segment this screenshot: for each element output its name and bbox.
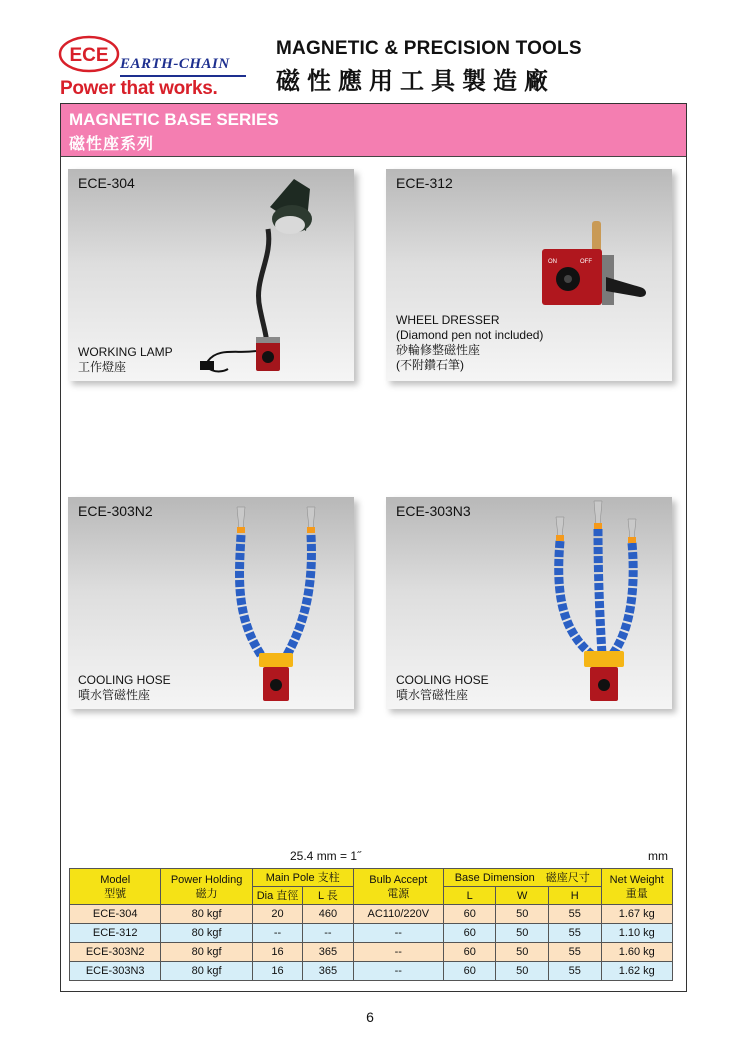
brand-underline [120,75,246,77]
header-bulb-en: Bulb Accept [369,873,428,886]
cell-length: 365 [303,962,353,981]
product-desc-zh: 砂輪修整磁性座 [396,343,481,357]
unit-label: mm [648,849,668,863]
cell-h: 55 [549,943,602,962]
cell-model: ECE-312 [70,924,161,943]
cell-bulb: -- [353,962,443,981]
cell-dia: 20 [252,905,302,924]
product-desc-zh: 工作燈座 [78,360,127,374]
header-w: W [496,887,549,905]
wheel-dresser-image [536,221,656,311]
cell-weight: 1.62 kg [601,962,672,981]
cell-l: 60 [443,962,496,981]
product-model: ECE-303N3 [396,503,471,519]
section-title-en: MAGNETIC BASE SERIES [69,110,279,129]
product-desc-en: COOLING HOSE [396,673,489,687]
product-description [396,673,489,703]
company-logo [58,32,258,102]
product-card-ece-304 [68,169,354,381]
header-power-en: Power Holding [170,873,243,886]
cell-length: 460 [303,905,353,924]
page-number: 6 [366,1009,374,1025]
spec-table [69,868,673,981]
product-desc-zh: 噴水管磁性座 [78,688,151,702]
cell-weight: 1.10 kg [601,924,672,943]
logo-letters: ECE [69,45,109,66]
product-model: ECE-304 [78,175,135,191]
header-main-pole: Main Pole 支柱 [252,869,353,887]
switch-off-label: OFF [580,259,592,265]
brand-tagline: Power that works. [60,78,218,99]
table-row [70,962,673,981]
table-row [70,924,673,943]
section-title-zh: 磁性座系列 [69,136,155,153]
header-weight [601,869,672,905]
table-row [70,905,673,924]
product-desc-en: WORKING LAMP [78,345,173,359]
table-row [70,943,673,962]
header-length: L 長 [303,887,353,905]
cell-w: 50 [496,924,549,943]
cell-power: 80 kgf [161,943,252,962]
ece-logo-icon [58,34,122,74]
header-h: H [549,887,602,905]
cell-power: 80 kgf [161,924,252,943]
cell-length: 365 [303,943,353,962]
header-bulb-zh: 電源 [387,887,410,900]
cell-power: 80 kgf [161,962,252,981]
cell-weight: 1.60 kg [601,943,672,962]
header-weight-en: Net Weight [609,873,664,886]
product-model: ECE-312 [396,175,453,191]
cooling-hose-2-image [223,505,333,705]
cell-model: ECE-303N2 [70,943,161,962]
cell-l: 60 [443,905,496,924]
cell-w: 50 [496,905,549,924]
product-card-ece-312 [386,169,672,381]
product-desc-en: WHEEL DRESSER [396,313,500,327]
cell-dia: -- [252,924,302,943]
header-l: L [443,887,496,905]
cell-model: ECE-303N3 [70,962,161,981]
brand-name: EARTH-CHAIN [120,56,230,72]
product-card-ece-303n2 [68,497,354,709]
cell-w: 50 [496,943,549,962]
product-desc-note: (Diamond pen not included) [396,328,544,342]
cell-dia: 16 [252,943,302,962]
spec-table-body [70,905,673,981]
cell-h: 55 [549,905,602,924]
product-card-ece-303n3 [386,497,672,709]
cell-bulb: AC110/220V [353,905,443,924]
product-description [78,345,173,375]
header-base-dimension: Base Dimension 磁座尺寸 [443,869,601,887]
unit-conversion-note: 25.4 mm = 1˝ [290,849,362,863]
header-dia: Dia 直徑 [252,887,302,905]
cell-h: 55 [549,962,602,981]
cell-l: 60 [443,924,496,943]
cell-l: 60 [443,943,496,962]
product-description [396,313,543,373]
header-power-zh: 磁力 [195,887,218,900]
header-model-en: Model [100,873,131,886]
product-desc-en: COOLING HOSE [78,673,171,687]
product-model: ECE-303N2 [78,503,153,519]
section-header [61,104,686,157]
header-weight-zh: 重量 [625,887,648,900]
cell-model: ECE-304 [70,905,161,924]
header-bulb [353,869,443,905]
cell-length: -- [303,924,353,943]
header-title-en: MAGNETIC & PRECISION TOOLS [276,38,582,59]
header-model [70,869,161,905]
cell-bulb: -- [353,924,443,943]
working-lamp-image [198,169,318,381]
cell-bulb: -- [353,943,443,962]
cell-weight: 1.67 kg [601,905,672,924]
cell-dia: 16 [252,962,302,981]
cell-power: 80 kgf [161,905,252,924]
header-power [161,869,252,905]
product-desc-zh: 噴水管磁性座 [396,688,469,702]
product-desc-zh-note: (不附鑽石筆) [396,358,464,372]
product-description [78,673,171,703]
cell-w: 50 [496,962,549,981]
switch-on-label: ON [548,259,557,265]
header-title-zh: 磁性應用工具製造廠 [276,68,555,95]
header-model-zh: 型號 [104,887,127,900]
cooling-hose-3-image [546,499,666,705]
cell-h: 55 [549,924,602,943]
